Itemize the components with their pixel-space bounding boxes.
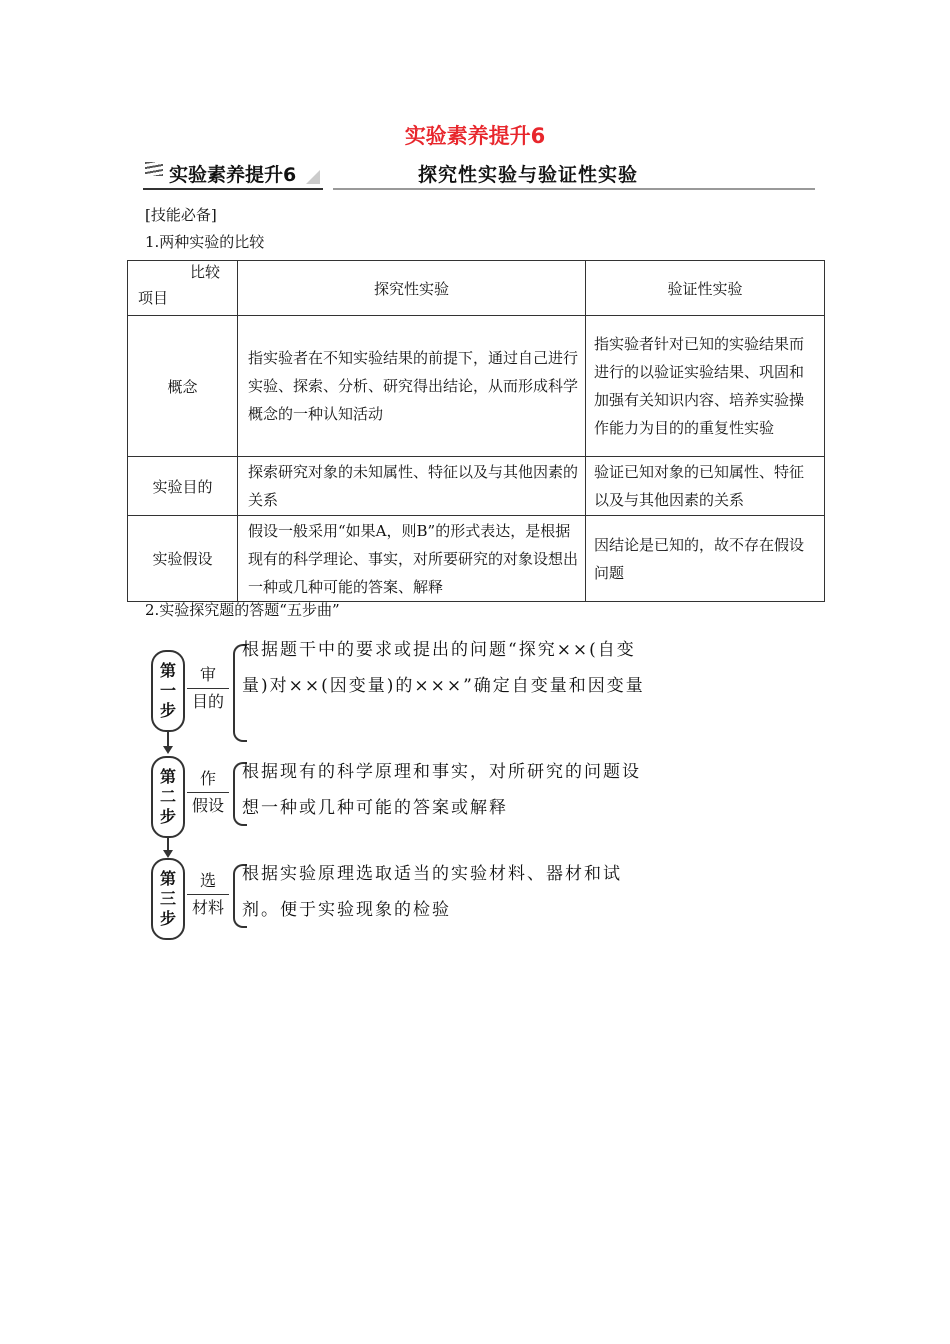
- step-description: 根据实验原理选取适当的实验材料、器材和试剂。便于实验现象的检验: [242, 864, 622, 920]
- table-cell: 因结论是已知的，故不存在假设问题: [586, 516, 825, 602]
- step-label: 作 假设: [187, 766, 229, 819]
- heading-five-steps: 2.实验探究题的答题“五步曲”: [145, 601, 340, 619]
- step-label: 选 材料: [187, 868, 229, 921]
- row-label: 实验目的: [128, 457, 238, 516]
- arrow-head-icon: [163, 850, 173, 858]
- table-cell: 探索研究对象的未知属性、特征以及与其他因素的关系: [238, 457, 586, 516]
- step-badge: 第 二 步: [151, 756, 185, 838]
- table-corner-cell: [128, 261, 238, 316]
- table-row: [128, 457, 825, 516]
- step-badge: 第 三 步: [151, 858, 185, 940]
- corner-label-item: 项目: [138, 289, 169, 307]
- table-row: [128, 316, 825, 457]
- five-steps-flowchart: [147, 636, 647, 936]
- step-badge: 第 一 步: [151, 650, 185, 732]
- table-cell: 指实验者在不知实验结果的前提下，通过自己进行实验、探索、分析、研究得出结论，从而形成科学概念的一种认知活动: [238, 316, 586, 457]
- table-cell: 指实验者针对已知的实验结果而进行的以验证实验结果、巩固和加强有关知识内容、培养实验操作能力为目的的重复性实验: [586, 316, 825, 457]
- corner-label-compare: 比较: [190, 263, 221, 281]
- section-tag: [技能必备]: [145, 206, 217, 224]
- row-label: 概念: [128, 316, 238, 457]
- banner-left: [143, 158, 323, 190]
- row-label: 实验假设: [128, 516, 238, 602]
- step-label: 审 目的: [187, 662, 229, 715]
- column-header: 验证性实验: [586, 261, 825, 316]
- table-row: [128, 516, 825, 602]
- table-header-row: [128, 261, 825, 316]
- column-header: 探究性实验: [238, 261, 586, 316]
- triangle-decoration-icon: [306, 170, 320, 184]
- step-description: 根据现有的科学原理和事实，对所研究的问题设想一种或几种可能的答案或解释: [242, 762, 641, 818]
- step-description: 根据题干中的要求或提出的问题“探究××(自变量)对××(因变量)的×××”确定自变量和因变量: [242, 640, 645, 696]
- arrow-head-icon: [163, 746, 173, 754]
- heading-comparison: 1.两种实验的比较: [145, 233, 265, 251]
- comparison-table: [127, 260, 825, 602]
- banner-left-label: 实验素养提升6: [169, 164, 297, 186]
- banner-right: [333, 158, 815, 190]
- table-cell: 假设一般采用“如果A，则B”的形式表达，是根据现有的科学理论、事实，对所要研究的对象设想出一种或几种可能的答案、解释: [238, 516, 586, 602]
- table-cell: 验证已知对象的已知属性、特征以及与其他因素的关系: [586, 457, 825, 516]
- stripes-decoration-icon: [145, 162, 163, 176]
- banner-subtitle: 探究性实验与验证性实验: [418, 164, 639, 186]
- section-banner: [143, 158, 815, 190]
- page-title: 实验素养提升6: [404, 124, 546, 148]
